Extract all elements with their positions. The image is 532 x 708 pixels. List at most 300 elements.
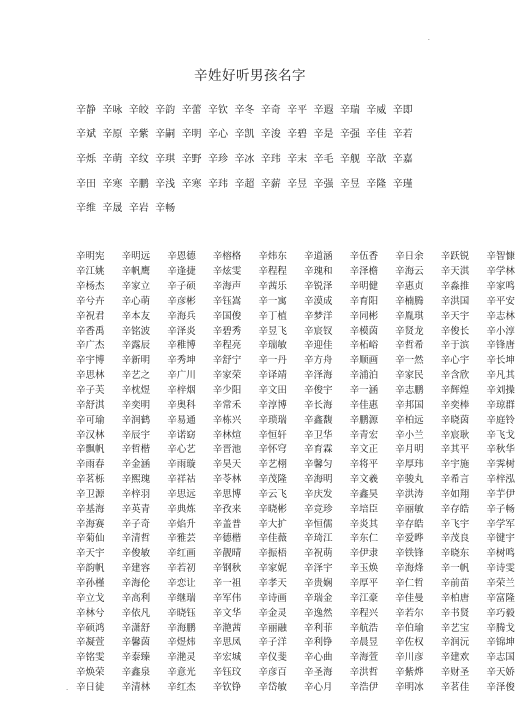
name-item: 辛嗣	[155, 129, 176, 141]
name-item: 辛晓茵	[440, 414, 470, 426]
name-item: 辛祥祜	[167, 474, 196, 486]
name-item: 辛兮卉	[76, 295, 105, 307]
name-item: 辛浅	[155, 178, 176, 190]
name-item: 辛前苗	[440, 577, 470, 589]
name-item: 辛煜炜	[167, 637, 196, 649]
name-item: 辛寒	[181, 178, 202, 190]
name-item: 辛一帆	[440, 563, 470, 575]
double-name-row	[76, 426, 515, 441]
name-item: 辛育霖	[303, 444, 333, 456]
name-item: 辛邦国	[395, 399, 424, 411]
name-item: 辛佐权	[395, 637, 424, 649]
corner-dot: ·	[66, 686, 69, 694]
name-item: 辛泰臻	[121, 652, 151, 664]
single-name-row	[76, 96, 436, 121]
name-item: 辛强	[313, 178, 334, 190]
name-item: 辛飘帆	[76, 444, 105, 456]
name-item: 辛俊敏	[121, 548, 151, 560]
name-item: 辛梦洋	[303, 310, 333, 322]
name-item: 辛寒	[102, 178, 123, 190]
double-name-row	[76, 604, 515, 619]
name-item: 辛日徒	[76, 681, 105, 693]
name-item: 辛译靖	[258, 370, 287, 382]
name-item: 辛霁树	[486, 459, 515, 471]
name-item: 辛原	[102, 129, 123, 141]
name-item: 辛典炼	[167, 503, 196, 515]
name-item: 辛泽宇	[303, 563, 333, 575]
name-item: 辛炎其	[349, 518, 379, 530]
name-item: 辛心	[207, 129, 228, 141]
name-item: 辛键宇	[486, 533, 515, 545]
name-item: 辛靓晴	[212, 548, 242, 560]
name-item: 辛文正	[349, 444, 379, 456]
name-item: 辛建欢	[440, 652, 470, 664]
name-item: 辛学军	[486, 518, 515, 530]
name-item: 辛存皓	[440, 503, 470, 515]
name-item: 辛纹	[128, 153, 149, 165]
name-item: 辛炜东	[258, 251, 287, 263]
name-item: 辛畅	[155, 203, 176, 215]
name-item: 辛野	[181, 153, 202, 165]
name-item: 辛东仁	[349, 533, 379, 545]
name-item: 辛凯	[234, 129, 255, 141]
name-item: 辛静	[76, 104, 96, 116]
name-item: 辛辰宇	[121, 429, 151, 441]
name-item: 辛智慷	[486, 251, 515, 263]
name-item: 辛富隆	[486, 592, 515, 604]
name-item: 辛哲希	[395, 340, 424, 352]
name-item: 辛丽融	[258, 622, 287, 634]
single-name-row	[76, 170, 436, 195]
name-item: 辛庆发	[303, 488, 333, 500]
name-item: 辛茂隆	[258, 474, 287, 486]
name-item: 辛志鹏	[395, 385, 424, 397]
name-item: 辛林兮	[76, 607, 105, 619]
name-item: 辛文田	[258, 385, 287, 397]
double-name-row	[76, 530, 515, 545]
name-item: 辛长坤	[486, 355, 515, 367]
name-item: 辛奇	[260, 104, 281, 116]
name-item: 辛洪国	[440, 295, 470, 307]
name-item: 辛鑫泉	[121, 667, 151, 679]
name-item: 辛海声	[212, 281, 242, 293]
name-item: 辛利菲	[303, 622, 333, 634]
name-item: 辛海萱	[349, 652, 379, 664]
name-item: 辛馨茵	[121, 637, 151, 649]
name-item: 辛怀穹	[258, 444, 287, 456]
name-item: 辛明远	[121, 251, 151, 263]
name-item: 辛冬	[234, 104, 255, 116]
name-item: 辛天娇	[486, 667, 515, 679]
name-item: 辛钦	[207, 104, 228, 116]
name-item: 辛艺之	[121, 370, 151, 382]
name-item: 辛诗画	[258, 592, 287, 604]
name-item: 辛大扩	[258, 518, 287, 530]
name-item: 辛书贤	[440, 607, 470, 619]
name-item: 辛若尔	[395, 607, 424, 619]
name-item: 辛昱	[339, 178, 360, 190]
name-item: 辛凡其	[486, 370, 515, 382]
name-item: 辛广川	[167, 370, 196, 382]
name-item: 辛俊宇	[303, 385, 333, 397]
name-item: 辛俊长	[440, 325, 470, 337]
double-name-row	[76, 411, 515, 426]
name-item: 辛梓羽	[121, 488, 151, 500]
name-item: 辛锋唐	[486, 340, 515, 352]
double-name-row	[76, 307, 515, 322]
name-item: 辛奕明	[121, 399, 151, 411]
name-item: 辛程兴	[349, 607, 379, 619]
double-name-row	[76, 337, 515, 352]
double-name-row	[76, 664, 515, 679]
name-item: 辛秋华	[486, 444, 515, 456]
name-item: 辛国俊	[212, 310, 242, 322]
name-item: 辛滟灵	[167, 652, 196, 664]
name-item: 辛淼推	[440, 281, 470, 293]
name-item: 辛梓烟	[167, 385, 196, 397]
name-item: 辛昱飞	[258, 325, 287, 337]
name-item: 辛顺画	[349, 355, 379, 367]
double-name-row	[76, 678, 515, 693]
name-item: 辛柏唐	[440, 592, 470, 604]
name-item: 辛思林	[76, 370, 105, 382]
name-item: 辛瑞金	[303, 592, 333, 604]
name-item: 辛晓东	[440, 548, 470, 560]
name-item: 辛泽檐	[349, 266, 379, 278]
name-item: 辛昊天	[212, 459, 242, 471]
name-item: 辛丁植	[258, 310, 287, 322]
name-item: 辛斌	[76, 129, 96, 141]
name-item: 辛嘉	[392, 153, 413, 165]
double-name-row	[76, 456, 515, 471]
name-item: 辛卫华	[303, 429, 333, 441]
name-item: 辛海烽	[395, 563, 424, 575]
name-item: 辛本友	[121, 310, 151, 322]
name-item: 辛厚玮	[395, 459, 424, 471]
name-item: 辛艺宝	[440, 622, 470, 634]
name-item: 辛文华	[212, 607, 242, 619]
name-item: 辛雨春	[76, 459, 105, 471]
name-item: 辛超	[234, 178, 255, 190]
double-name-row	[76, 515, 515, 530]
name-item: 辛萌	[102, 153, 123, 165]
name-item: 辛伯瑜	[395, 622, 424, 634]
name-item: 辛鑫昊	[349, 488, 379, 500]
name-item: 辛冰	[234, 153, 255, 165]
name-item: 辛恒轩	[258, 429, 287, 441]
name-item: 辛伍香	[349, 251, 379, 263]
double-name-list	[76, 248, 515, 693]
name-item: 辛子畅	[486, 503, 515, 515]
name-item: 辛琦江	[303, 533, 333, 545]
name-item: 辛盖普	[212, 518, 242, 530]
name-item: 辛广杰	[76, 340, 105, 352]
name-item: 辛家鸣	[486, 281, 515, 293]
name-item: 辛舒淇	[76, 399, 105, 411]
name-item: 辛栋兴	[212, 414, 242, 426]
name-item: 辛丽敏	[395, 503, 424, 515]
name-item: 辛鑫馥	[303, 414, 333, 426]
name-item: 辛毛	[313, 153, 334, 165]
name-item: 辛宸耿	[440, 429, 470, 441]
name-item: 辛利铮	[303, 637, 333, 649]
double-name-row	[76, 575, 515, 590]
name-item: 辛模茵	[349, 325, 379, 337]
name-item: 辛钢秋	[212, 563, 242, 575]
name-item: 辛振梧	[258, 548, 287, 560]
double-name-row	[76, 248, 515, 263]
name-item: 辛海伦	[121, 577, 151, 589]
name-item: 辛明	[181, 129, 202, 141]
name-item: 辛存皓	[395, 518, 424, 530]
name-item: 辛德楷	[212, 533, 242, 545]
name-item: 辛祝君	[76, 310, 105, 322]
name-item: 辛茂良	[440, 533, 470, 545]
double-name-row	[76, 649, 515, 664]
name-item: 辛碧	[287, 129, 308, 141]
name-item: 辛硕鸿	[76, 622, 105, 634]
name-item: 辛焕荣	[76, 667, 105, 679]
name-item: 辛惠贞	[395, 281, 424, 293]
name-item: 辛馨匀	[303, 459, 333, 471]
name-item: 辛孜来	[212, 503, 242, 515]
name-item: 辛逢捷	[167, 266, 196, 278]
name-item: 辛雅芸	[167, 533, 196, 545]
name-item: 辛一然	[395, 355, 424, 367]
name-item: 辛浦泊	[349, 370, 379, 382]
name-item: 辛铁锋	[395, 548, 424, 560]
name-item: 辛明宪	[76, 251, 105, 263]
double-name-row	[76, 589, 515, 604]
name-item: 辛迎佳	[303, 340, 333, 352]
name-item: 辛钰玟	[212, 667, 242, 679]
name-item: 辛晓钰	[167, 607, 196, 619]
name-item: 辛帆鹰	[121, 266, 151, 278]
name-item: 辛烁	[76, 153, 96, 165]
name-item: 辛卫源	[76, 488, 105, 500]
name-item: 辛佳薇	[258, 533, 287, 545]
name-item: 辛茗栎	[76, 474, 105, 486]
name-item: 辛柏远	[395, 414, 424, 426]
name-item: 辛逸然	[303, 607, 333, 619]
name-item: 辛铭波	[121, 325, 151, 337]
name-item: 辛恒儒	[303, 518, 333, 530]
name-item: 辛小兰	[395, 429, 424, 441]
name-item: 辛滟茜	[212, 622, 242, 634]
name-item: 辛厚平	[349, 577, 379, 589]
name-item: 辛海鹏	[167, 622, 196, 634]
name-item: 辛平安	[486, 295, 515, 307]
name-item: 辛志林	[486, 310, 515, 322]
name-item: 辛枕煜	[121, 385, 151, 397]
double-name-row	[76, 471, 515, 486]
double-name-row	[76, 634, 515, 649]
name-item: 辛高利	[121, 592, 151, 604]
double-name-row	[76, 441, 515, 456]
name-item: 辛稚博	[167, 340, 196, 352]
name-item: 辛佳曼	[395, 592, 424, 604]
double-name-row	[76, 382, 515, 397]
name-item: 辛奕棒	[440, 399, 470, 411]
double-name-row	[76, 500, 515, 515]
name-item: 辛家荣	[212, 370, 242, 382]
double-name-row	[76, 352, 515, 367]
name-item: 辛茗佳	[440, 681, 470, 693]
single-name-list	[76, 96, 436, 219]
name-item: 辛飞宇	[440, 518, 470, 530]
name-item: 辛一祖	[212, 577, 242, 589]
name-item: 辛舰	[339, 153, 360, 165]
name-item: 辛玮	[260, 153, 281, 165]
name-item: 辛贵娴	[303, 577, 333, 589]
name-item: 辛道涵	[303, 251, 333, 263]
double-name-row	[76, 278, 515, 293]
name-item: 辛玉焕	[349, 563, 379, 575]
double-name-row	[76, 560, 515, 575]
name-item: 辛方舟	[303, 355, 333, 367]
name-item: 辛清哲	[121, 533, 151, 545]
name-item: 辛祝萌	[303, 548, 333, 560]
name-item: 辛洪涛	[395, 488, 424, 500]
name-item: 辛跃锐	[440, 251, 470, 263]
name-item: 辛宸钗	[303, 325, 333, 337]
name-item: 辛志国	[486, 652, 515, 664]
name-item: 辛孙槿	[76, 577, 105, 589]
name-item: 辛子芙	[76, 385, 105, 397]
name-item: 辛佳惠	[349, 399, 379, 411]
name-item: 辛江豪	[349, 592, 379, 604]
name-item: 辛航浩	[349, 622, 379, 634]
name-item: 辛瑞敏	[258, 340, 287, 352]
name-item: 辛即	[392, 104, 413, 116]
name-item: 辛薪	[260, 178, 281, 190]
name-item: 辛军伟	[212, 592, 242, 604]
name-item: 辛日余	[395, 251, 424, 263]
name-item: 辛孝天	[258, 577, 287, 589]
name-item: 辛一涵	[349, 385, 379, 397]
name-item: 辛思博	[212, 488, 242, 500]
name-item: 辛晋池	[212, 444, 242, 456]
name-item: 辛杨杰	[76, 281, 105, 293]
name-item: 辛骏丸	[395, 474, 424, 486]
name-item: 辛学林	[486, 266, 515, 278]
double-name-row	[76, 545, 515, 560]
name-item: 辛琐瑞	[258, 414, 287, 426]
name-item: 辛贤龙	[395, 325, 424, 337]
name-item: 辛梓泓	[486, 474, 515, 486]
name-item: 辛心艺	[167, 444, 196, 456]
name-item: 辛爱晔	[395, 533, 424, 545]
name-item: 辛建容	[121, 563, 151, 575]
name-item: 辛海赛	[76, 518, 105, 530]
name-item: 辛咏	[102, 104, 123, 116]
name-item: 辛心宇	[440, 355, 470, 367]
name-item: 辛金灵	[258, 607, 287, 619]
name-item: 辛子洋	[258, 637, 287, 649]
name-item: 辛哲楷	[121, 444, 151, 456]
name-item: 辛子硕	[167, 281, 196, 293]
name-item: 辛小淳	[486, 325, 515, 337]
name-item: 辛家立	[121, 281, 151, 293]
name-item: 辛明健	[349, 281, 379, 293]
name-item: 辛岱敏	[258, 681, 287, 693]
corner-dot: ·	[427, 36, 430, 44]
name-item: 辛琪	[155, 153, 176, 165]
name-item: 辛若	[392, 129, 413, 141]
name-item: 辛思凤	[212, 637, 242, 649]
name-item: 辛家民	[395, 370, 424, 382]
name-item: 辛韵帆	[76, 563, 105, 575]
name-item: 辛可瑜	[76, 414, 105, 426]
name-item: 辛川彦	[395, 652, 424, 664]
name-item: 辛彦百	[258, 667, 287, 679]
name-item: 辛心月	[303, 681, 333, 693]
name-item: 辛威	[366, 104, 387, 116]
name-item: 辛海云	[395, 266, 424, 278]
name-item: 辛茜乐	[258, 281, 287, 293]
name-item: 辛韵	[155, 104, 176, 116]
name-item: 辛一丹	[258, 355, 287, 367]
name-item: 辛心曲	[303, 652, 333, 664]
name-item: 辛常禾	[212, 399, 242, 411]
name-item: 辛漠成	[303, 295, 333, 307]
name-item: 辛泽炎	[167, 325, 196, 337]
name-item: 辛将平	[349, 459, 379, 471]
name-item: 辛程程	[258, 266, 287, 278]
name-item: 辛易通	[167, 414, 196, 426]
double-name-row	[76, 486, 515, 501]
name-item: 辛彦彬	[167, 295, 196, 307]
name-item: 辛于滨	[440, 340, 470, 352]
name-item: 辛宇施	[440, 459, 470, 471]
name-item: 辛庭铃	[486, 414, 515, 426]
name-item: 辛隆	[366, 178, 387, 190]
name-item: 辛诺窈	[167, 429, 196, 441]
name-item: 辛岩	[128, 203, 149, 215]
name-item: 辛焰升	[167, 518, 196, 530]
name-item: 辛含欣	[440, 370, 470, 382]
name-item: 辛浩伊	[349, 681, 379, 693]
name-item: 辛平	[287, 104, 308, 116]
name-item: 辛遐	[313, 104, 334, 116]
name-item: 辛钦铮	[212, 681, 242, 693]
name-item: 辛钰嵩	[212, 295, 242, 307]
name-item: 辛皎	[128, 104, 149, 116]
double-name-row	[76, 619, 515, 634]
name-item: 辛圣海	[303, 667, 333, 679]
name-item: 辛秀坤	[167, 355, 196, 367]
name-item: 辛淳博	[258, 399, 287, 411]
name-item: 辛露辰	[121, 340, 151, 352]
name-item: 辛潇舒	[121, 622, 151, 634]
name-item: 辛明冰	[395, 681, 424, 693]
name-item: 辛末	[287, 153, 308, 165]
name-item: 辛如翔	[440, 488, 470, 500]
name-item: 辛熙瑰	[121, 474, 151, 486]
name-item: 辛仁哲	[395, 577, 424, 589]
name-item: 辛长海	[303, 399, 333, 411]
double-name-row	[76, 396, 515, 411]
name-item: 辛昱	[287, 178, 308, 190]
name-item: 辛玮	[207, 178, 228, 190]
name-item: 辛同彬	[349, 310, 379, 322]
name-item: 辛子奇	[121, 518, 151, 530]
name-item: 辛紫烨	[395, 667, 424, 679]
name-item: 辛文羲	[349, 474, 379, 486]
name-item: 辛浚	[260, 129, 281, 141]
name-item: 辛依凡	[121, 607, 151, 619]
name-item: 辛意光	[167, 667, 196, 679]
